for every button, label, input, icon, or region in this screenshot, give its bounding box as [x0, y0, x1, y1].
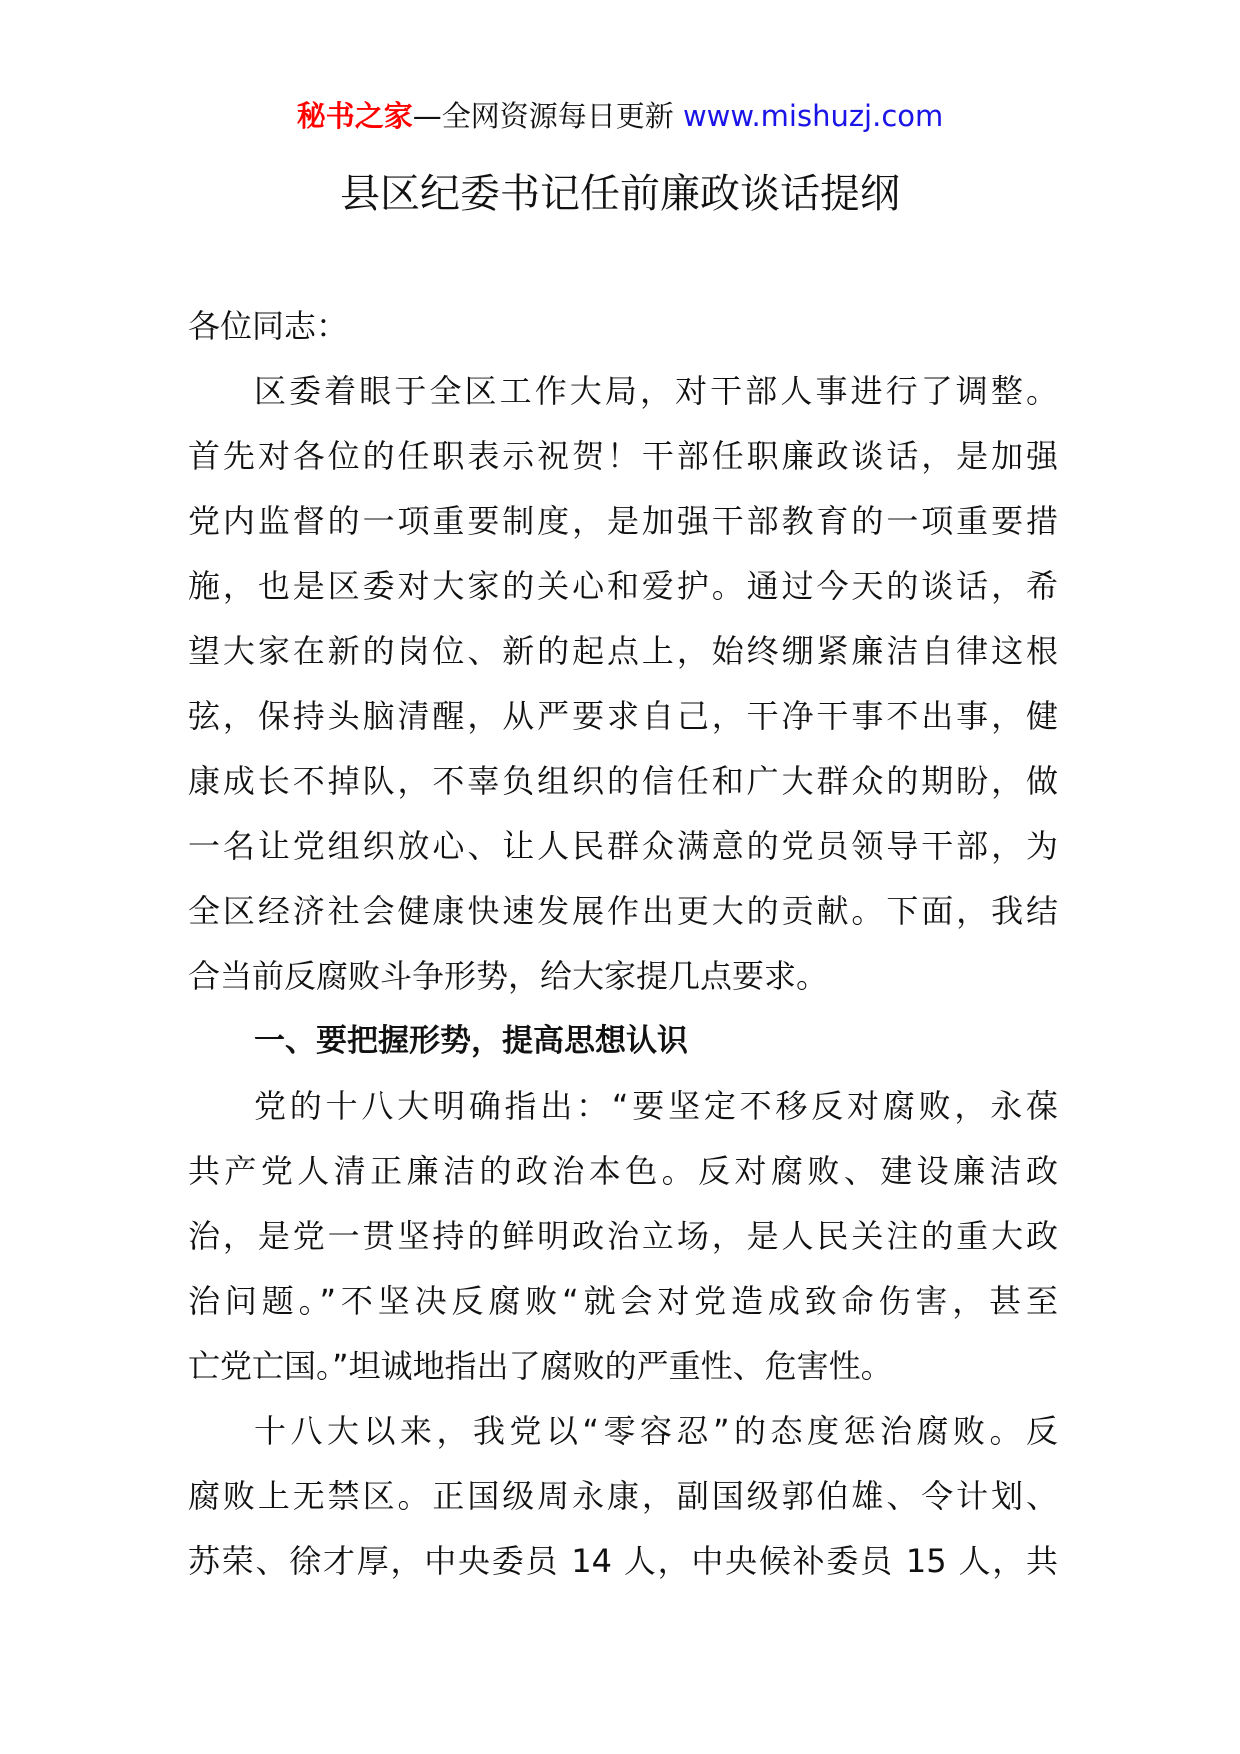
paragraph-line: 望大家在新的岗位、新的起点上，始终绷紧廉洁自律这根	[188, 632, 1058, 670]
paragraph-line: 弦，保持头脑清醒，从严要求自己，干净干事不出事，健	[188, 697, 1058, 735]
paragraph-line: 康成长不掉队，不辜负组织的信任和广大群众的期盼，做	[188, 762, 1058, 800]
paragraph-line: 共产党人清正廉洁的政治本色。反对腐败、建设廉洁政	[188, 1152, 1058, 1190]
paragraph-line: 亡党亡国。”坦诚地指出了腐败的严重性、危害性。	[188, 1347, 893, 1385]
paragraph-line: 区委着眼于全区工作大局，对干部人事进行了调整。	[254, 372, 1058, 410]
document-body	[188, 294, 1058, 1594]
paragraph-line: 党的十八大明确指出：“要坚定不移反对腐败，永葆	[254, 1087, 1058, 1125]
paragraph-line: 全区经济社会健康快速发展作出更大的贡献。下面，我结	[188, 892, 1058, 930]
paragraph-line: 治，是党一贯坚持的鲜明政治立场，是人民关注的重大政	[188, 1217, 1058, 1255]
section-heading: 一、要把握形势，提高思想认识	[254, 1023, 688, 1059]
paragraph-line: 一名让党组织放心、让人民群众满意的党员领导干部，为	[188, 827, 1058, 865]
site-tagline: —全网资源每日更新	[412, 99, 683, 133]
site-brand-name: 秘书之家	[296, 99, 413, 133]
paragraph-line: 合当前反腐败斗争形势，给大家提几点要求。	[188, 957, 829, 995]
paragraph-line: 治问题。”不坚决反腐败“就会对党造成致命伤害，甚至	[188, 1282, 1058, 1320]
paragraph-line: 十八大以来，我党以“零容忍”的态度惩治腐败。反	[254, 1412, 1058, 1450]
salutation-line: 各位同志：	[188, 307, 349, 345]
site-url-link[interactable]: www.mishuzj.com	[682, 99, 944, 133]
paragraph-line: 腐败上无禁区。正国级周永康，副国级郭伯雄、令计划、	[188, 1477, 1058, 1515]
paragraph-line: 党内监督的一项重要制度，是加强干部教育的一项重要措	[188, 502, 1058, 540]
paragraph-line: 苏荣、徐才厚，中央委员 14 人，中央候补委员 15 人，共	[188, 1542, 1058, 1580]
paragraph-line: 首先对各位的任职表示祝贺！干部任职廉政谈话，是加强	[188, 437, 1058, 475]
site-header-banner	[0, 96, 1240, 136]
paragraph-line: 施，也是区委对大家的关心和爱护。通过今天的谈话，希	[188, 567, 1058, 605]
document-title: 县区纪委书记任前廉政谈话提纲	[340, 171, 900, 217]
